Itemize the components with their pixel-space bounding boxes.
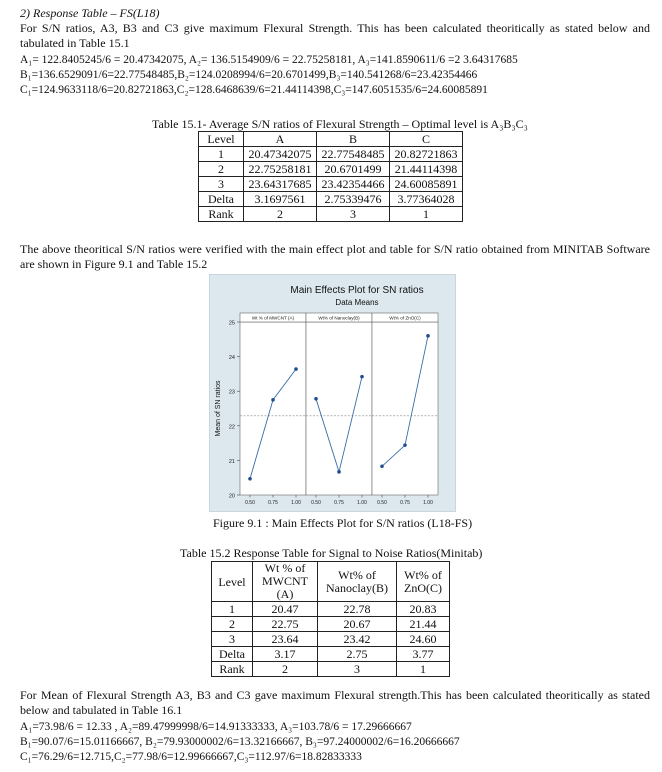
table1-cell: 1 [199,147,244,162]
data-point [380,464,384,468]
table1-cell: 3.1697561 [244,192,317,207]
table2-cell: 20.47 [253,602,318,617]
x-tick-label: 0.75 [268,500,278,506]
y-tick-label: 22 [228,424,235,431]
table2-header-row [212,562,450,602]
table2-cell: 2.75 [318,647,397,662]
panel-frame [306,322,372,495]
data-point [248,477,252,481]
y-tick-label: 25 [228,320,235,327]
table1-header: A [244,132,317,147]
data-point [271,398,275,402]
table2-cell: Delta [212,647,253,662]
table1-cell: 3.77364028 [390,192,463,207]
table-row [212,602,450,617]
y-tick-label: 23 [228,389,235,396]
panel-header-label: Wt% of ZnO(C) [389,315,421,321]
table2-cell: 2 [253,662,318,677]
table2-cell: 24.60 [397,632,450,647]
chart-y-label: Mean of SN ratios [215,380,222,437]
table2-header: Wt% of ZnO(C) [397,562,450,602]
table1 [198,131,463,222]
chart-title: Main Effects Plot for SN ratios [290,285,424,296]
mean-equation-c: C₁=76.29/6=12.715,C₂=77.98/6=12.99666667,C₃=112.97/6=18.82833333 [20,751,362,763]
table2-cell: 23.42 [318,632,397,647]
y-tick-label: 21 [228,458,235,465]
x-tick-label: 0.75 [400,500,410,506]
table-row [199,162,463,177]
table2-cell: 2 [212,617,253,632]
x-tick-label: 0.50 [311,500,321,506]
table2-header: Level [212,562,253,602]
table1-header: Level [199,132,244,147]
figure-caption: Figure 9.1 : Main Effects Plot for S/N ratios (L18-FS) [213,516,473,530]
table2-cell: 1 [397,662,450,677]
table2-header: Wt % of MWCNT (A) [253,562,318,602]
table1-cell: 20.6701499 [317,162,390,177]
table1-cell: 2 [244,207,317,222]
table1-cell: 3 [199,177,244,192]
table1-header-row [199,132,463,147]
table1-cell: 3 [317,207,390,222]
main-effects-chart-svg [210,275,455,511]
equation-b: B₁=136.6529091/6=22.77548485,B₂=124.0208994/6=20.6701499,B₃=140.541268/6=23.42354466 [20,69,478,81]
verify-paragraph: The above theoritical S/N ratios were verified with the main effect plot and table for S/N ratio obtained from MINITAB Software are shown in Figure 9.1 and Table 15.2 [20,242,650,271]
table1-cell: 20.47342075 [244,147,317,162]
section-heading: 2) Response Table – FS(L18) [20,6,160,20]
table1-caption: Table 15.1- Average S/N ratios of Flexural Strength – Optimal level is A₃B₃C₃ [152,117,528,131]
x-tick-label: 1.00 [423,500,433,506]
table2-cell: Rank [212,662,253,677]
data-point [426,334,430,338]
data-point [337,470,341,474]
x-tick-label: 0.50 [245,500,255,506]
data-point [403,443,407,447]
y-tick-label: 24 [228,355,235,362]
table2-header: Wt% of Nanoclay(B) [318,562,397,602]
table1-cell: 2 [199,162,244,177]
table2-caption: Table 15.2 Response Table for Signal to Noise Ratios(Minitab) [180,546,483,560]
table-row [212,647,450,662]
table1-cell: 23.42354466 [317,177,390,192]
table-row [212,617,450,632]
equation-c: C₁=124.9633118/6=20.82721863,C₂=128.6468639/6=21.44114398,C₃=147.6051535/6=24.60085891 [20,84,488,96]
table1-header: C [390,132,463,147]
table2-cell: 20.67 [318,617,397,632]
table-row [199,207,463,222]
panel-frame [372,322,438,495]
y-tick-label: 20 [228,493,235,500]
table1-cell: 20.82721863 [390,147,463,162]
x-tick-label: 1.00 [291,500,301,506]
table2-cell: 22.78 [318,602,397,617]
intro-paragraph: For S/N ratios, A3, B3 and C3 give maximum Flexural Strength. This has been calculated theoritically as stated below and tabulated in Table 15.1 [20,21,650,50]
table-row [199,177,463,192]
table2-cell: 3.17 [253,647,318,662]
table-row [199,192,463,207]
x-tick-label: 1.00 [357,500,367,506]
table1-cell: 22.75258181 [244,162,317,177]
x-tick-label: 0.75 [334,500,344,506]
mean-equation-b: B₁=90.07/6=15.01166667, B₂=79.93000002/6=13.32166667, B₃=97.24000002/6=16.20666667 [20,736,460,748]
table1-cell: 21.44114398 [390,162,463,177]
table-row [212,632,450,647]
table2 [211,561,450,677]
table1-cell: 24.60085891 [390,177,463,192]
data-point [314,397,318,401]
x-tick-label: 0.50 [377,500,387,506]
table2-cell: 21.44 [397,617,450,632]
table1-cell: 22.77548485 [317,147,390,162]
mean-equation-a: A₁=73.98/6 = 12.33 , A₂=89.47999998/6=14.91333333, A₃=103.78/6 = 17.29666667 [20,721,412,733]
table1-cell: 2.75339476 [317,192,390,207]
data-point [294,367,298,371]
main-effects-chart [209,274,456,512]
table1-header: B [317,132,390,147]
chart-subtitle: Data Means [335,298,379,307]
table-row [199,147,463,162]
table2-cell: 3.77 [397,647,450,662]
data-point [360,375,364,379]
table2-cell: 1 [212,602,253,617]
table1-cell: 1 [390,207,463,222]
panel-frame [240,322,306,495]
table1-cell: 23.64317685 [244,177,317,192]
equation-a: A₁= 122.8405245/6 = 20.47342075, A₂= 136.5154909/6 = 22.75258181, A₃=141.8590611/6 =2 3.64317685 [20,54,518,66]
table1-cell: Delta [199,192,244,207]
table1-cell: Rank [199,207,244,222]
table2-cell: 20.83 [397,602,450,617]
mean-paragraph: For Mean of Flexural Strength A3, B3 and C3 gave maximum Flexural strength.This has been calculated theoritically as stated below and tabulated in Table 16.1 [20,688,650,717]
table2-cell: 3 [212,632,253,647]
panel-header-label: Wt% of Nanoclay(B) [318,315,360,321]
table2-cell: 23.64 [253,632,318,647]
table-row [212,662,450,677]
table2-cell: 3 [318,662,397,677]
table2-cell: 22.75 [253,617,318,632]
panel-header-label: Wt % of MWCNT (A) [251,315,295,321]
